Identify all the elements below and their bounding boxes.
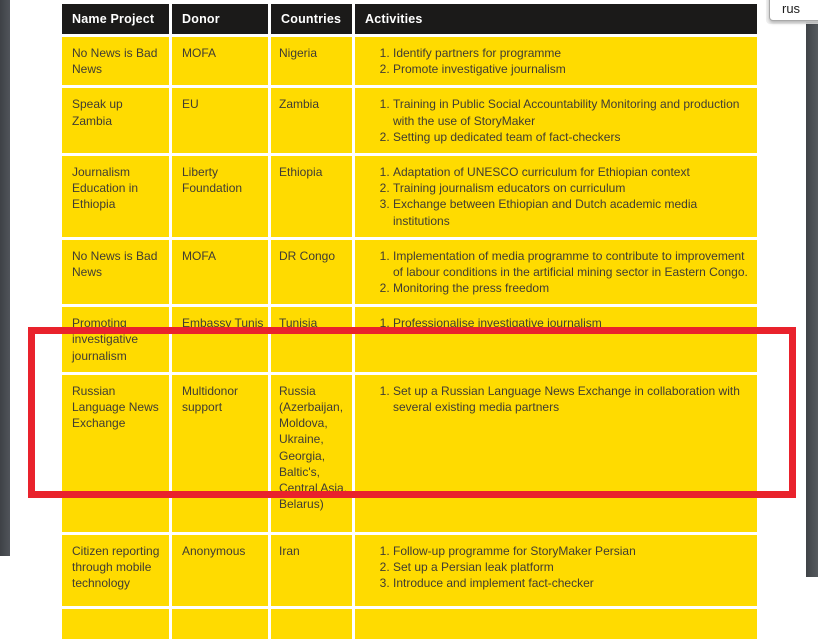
cell-activities — [355, 240, 757, 305]
activity-item: 1. Professionalise investigative journalism — [393, 315, 751, 331]
cell-donor: EU — [172, 88, 268, 153]
activity-item: 2. Set up a Persian leak platform — [393, 559, 751, 575]
activities-list — [367, 45, 751, 77]
cell-activities — [355, 307, 757, 372]
activities-list — [367, 164, 751, 229]
cell-activities — [355, 156, 757, 237]
cell-project-name: Citizen reporting through mobile technology — [62, 535, 169, 606]
activity-item: 3. Introduce and implement fact-checker — [393, 575, 751, 591]
activity-item: 2. Monitoring the press freedom — [393, 280, 751, 296]
cell-project-name: Promoting investigative journalism — [62, 307, 169, 372]
table-row — [62, 37, 757, 85]
cell-project-name: Speak up Zambia — [62, 88, 169, 153]
activity-item: 2. Training journalism educators on curriculum — [393, 180, 751, 196]
activities-list — [367, 96, 751, 145]
cell-countries: DR Congo — [271, 240, 352, 305]
cell-countries: Nigeria — [271, 37, 352, 85]
cell-countries: Ethiopia — [271, 156, 352, 237]
cell-activities — [355, 88, 757, 153]
table-row — [62, 609, 757, 639]
activity-item: 1. Identify partners for programme — [393, 45, 751, 61]
activity-item: 3. Exchange between Ethiopian and Dutch academic media institutions — [393, 196, 751, 228]
header-row — [62, 4, 757, 34]
cell-donor: MOFA — [172, 37, 268, 85]
activity-item: 1. Adaptation of UNESCO curriculum for Ethiopian context — [393, 164, 751, 180]
activity-item: 1. Follow-up programme for StoryMaker Persian — [393, 543, 751, 559]
partial-next-row — [62, 609, 757, 639]
find-bar[interactable] — [769, 0, 818, 21]
cell-countries — [271, 609, 352, 639]
table-row — [62, 307, 757, 372]
cell-donor: MOFA — [172, 240, 268, 305]
activity-item: 1. Training in Public Social Accountability Monitoring and production with the use of StoryMaker — [393, 96, 751, 128]
table-row — [62, 240, 757, 305]
cell-activities — [355, 535, 757, 606]
cell-activities — [355, 609, 757, 639]
cell-countries: Iran — [271, 535, 352, 606]
cell-countries: Zambia — [271, 88, 352, 153]
table-row — [62, 88, 757, 153]
cell-project-name: No News is Bad News — [62, 240, 169, 305]
cell-activities — [355, 375, 757, 532]
activity-item: 1. Set up a Russian Language News Exchange in collaboration with several existing media partners — [393, 383, 751, 415]
header-name-project: Name Project — [62, 4, 169, 34]
cell-countries: Tunisia — [271, 307, 352, 372]
cell-project-name: Journalism Education in Ethiopia — [62, 156, 169, 237]
table-header — [62, 4, 757, 34]
table-row — [62, 156, 757, 237]
activity-item: 1. Implementation of media programme to contribute to improvement of labour conditions in the artificial mining sector in Eastern Congo. — [393, 248, 751, 280]
cell-donor: Liberty Foundation — [172, 156, 268, 237]
activities-list — [367, 383, 751, 415]
activity-item: 2. Setting up dedicated team of fact-checkers — [393, 129, 751, 145]
header-donor: Donor — [172, 4, 268, 34]
cell-project-name: No News is Bad News — [62, 37, 169, 85]
cell-donor: Anonymous — [172, 535, 268, 606]
window-edge-left — [0, 0, 10, 556]
header-activities: Activities — [355, 4, 757, 34]
table-body — [62, 37, 757, 606]
cell-donor: Multidonor support — [172, 375, 268, 532]
projects-table — [59, 1, 760, 642]
table-row — [62, 535, 757, 606]
cell-project-name — [62, 609, 169, 639]
header-countries: Countries — [271, 4, 352, 34]
table-row-highlighted — [62, 375, 757, 532]
cell-activities — [355, 37, 757, 85]
find-bar-query[interactable]: rus — [782, 1, 801, 16]
activities-list — [367, 315, 751, 331]
activities-list — [367, 543, 751, 592]
cell-project-name: Russian Language News Exchange — [62, 375, 169, 532]
vertical-scrollbar[interactable] — [806, 22, 818, 577]
activities-list — [367, 248, 751, 297]
cell-donor: Embassy Tunis — [172, 307, 268, 372]
cell-countries: Russia (Azerbaijan, Moldova, Ukraine, Georgia, Baltic's, Central Asia, Belarus) — [271, 375, 352, 532]
activity-item: 2. Promote investigative journalism — [393, 61, 751, 77]
cell-donor — [172, 609, 268, 639]
